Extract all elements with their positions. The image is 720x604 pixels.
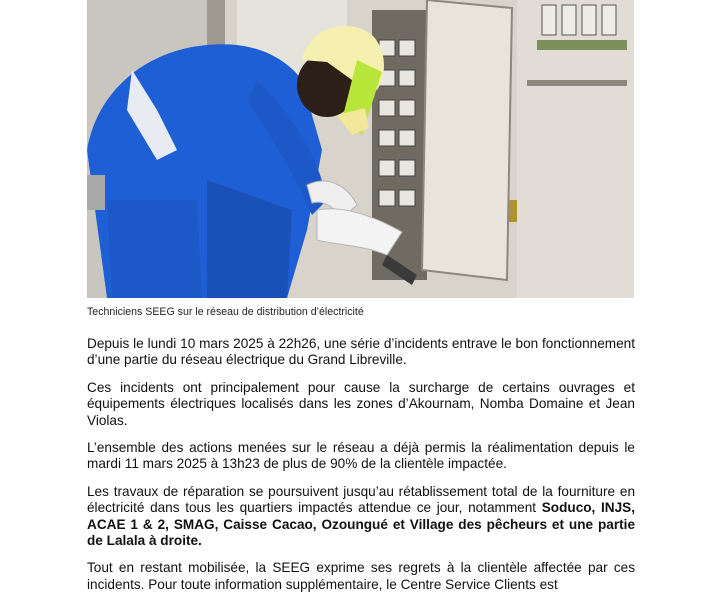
paragraph-4 — [87, 484, 635, 550]
paragraph-4-text: Les travaux de réparation se poursuivent jusqu’au rétablissement total de la fourniture en électricité dans tous les quartiers impactés attendue ce jour, notamment — [87, 483, 635, 516]
paragraph-2-text: Ces incidents ont principalement pour cause la surcharge de certains ouvrages et équipements électriques localisés dans les zones d’Akournam, Nomba Domaine et Jean Violas. — [87, 379, 635, 428]
photo-caption: Techniciens SEEG sur le réseau de distribution d’électricité — [87, 306, 364, 318]
press-release-body — [87, 336, 635, 604]
paragraph-1 — [87, 336, 635, 369]
paragraph-5 — [87, 560, 635, 593]
paragraph-1-text: Depuis le lundi 10 mars 2025 à 22h26, une série d’incidents entrave le bon fonctionnement d’une partie du réseau électrique du Grand Libreville. — [87, 336, 635, 368]
paragraph-3-text: L’ensemble des actions menées sur le réseau a déjà permis la réalimentation depuis le mardi 11 mars 2025 à 13h23 de plus de 90% de la clientèle impactée. — [87, 440, 635, 472]
article-photo — [87, 0, 634, 298]
technician-photo-illustration — [87, 0, 634, 298]
paragraph-3 — [87, 440, 635, 473]
paragraph-2 — [87, 380, 635, 429]
paragraph-4-bold-neighborhoods: Soduco, INJS, ACAE 1 & 2, SMAG, Caisse Cacao, Ozoungué et Village des pêcheurs et une partie de Lalala à droite. — [87, 500, 635, 549]
paragraph-5-text: Tout en restant mobilisée, la SEEG exprime ses regrets à la clientèle affectée par ces incidents. Pour toute information supplémentaire, le Centre Service Clients est — [87, 560, 635, 592]
